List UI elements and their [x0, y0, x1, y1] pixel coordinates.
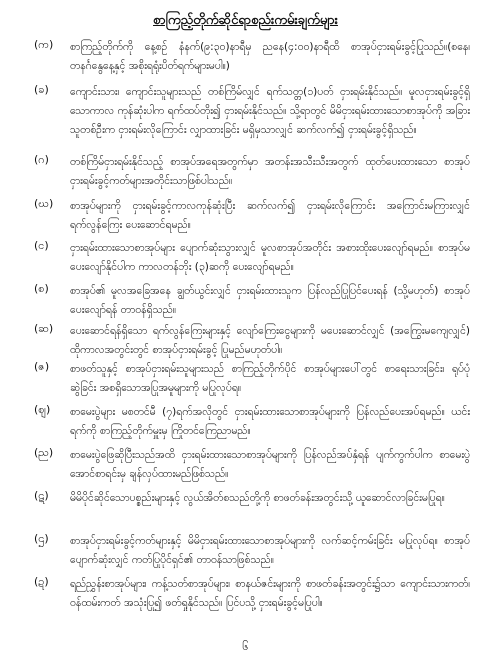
rule-number: (စ) [34, 282, 49, 295]
page-number: ၆ [242, 640, 249, 653]
rule-number: (ဍ) [34, 575, 49, 588]
rule-text: ပေးဆောင်ရန်ရှိသော ရက်လွန်ကြေးများနှင့် လျော်ကြေးငွေများကို မပေးဆောင်လျှင် (အကြွေးမကျေလျှင်) ထိုကာလအတွင်းတွင် စာအုပ်ငှားရမ်းခွင့် ပြုမည်မဟုတ်ပါ။ [70, 325, 470, 356]
rule-text: စာမေးပွဲများ မစတင်မီ (၇)ရက်အလိုတွင် ငှားရမ်းထားသောစာအုပ်များကို ပြန်လည်ပေးအပ်ရမည်။ ယင်းရက်ကို စာကြည့်တိုက်မှူးမှ ကြိုတင်ကြေညာမည်။ [70, 406, 470, 437]
rule-text: စာဖတ်သူနှင့် စာအုပ်ငှားရမ်းသူများသည် စာကြည့်တိုက်ပိုင် စာအုပ်များပေါ်တွင် စာရေးသားခြင်း၊ ရုပ်ပုံဆွဲခြင်း အစရှိသောအပြုအမူများကို မပြုလုပ်ရ။ [70, 363, 470, 394]
rule-number: (ဇ) [34, 360, 50, 373]
rule-text: ငှားရမ်းထားသောစာအုပ်များ ပျောက်ဆုံးသွားလျှင် မူလစာအုပ်အတိုင်း အစားထိုးပေးလျော်ရမည်။ စာအုပ်မပေးလျော်နိုင်ပါက ကာလတန်ဘိုး (၃)ဆကို ပေးလျော်ရမည်။ [70, 242, 470, 273]
rule-number: (ဋ) [34, 489, 49, 502]
rule-text: မိမိပိုင်ဆိုင်သောပစ္စည်းများနှင့် လွယ်အိတ်စသည်တို့ကို စာဖတ်ခန်းအတွင်းသို့ ယူဆောင်လာခြင်းမပြုရ။ [70, 492, 445, 504]
rule-text: တစ်ကြိမ်ငှားရမ်းနိုင်သည့် စာအုပ်အရေအတွက်မှာ အတန်းအသီးသီးအတွက် ထုတ်ပေးထားသော စာအုပ်ငှားရမ်းခွင့်ကတ်များအတိုင်းသာဖြစ်ပါသည်။ [70, 156, 470, 187]
rule-number: (ဈ) [34, 403, 51, 416]
rule-text: စာမေးပွဲဖြေဆိုပြီးသည်အထိ ငှားရမ်းထားသောစာအုပ်များကို ပြန်လည်အပ်နှံရန် ပျက်ကွက်ပါက စာမေးပွဲအောင်စာရင်းမှ ချန်လှပ်ထားမည်ဖြစ်သည်။ [70, 449, 470, 480]
rule-number: (ဆ) [34, 322, 54, 335]
rule-number: (ဂ) [34, 153, 49, 166]
rule-text: စာအုပ်များကို ငှားရမ်းခွင့်ကာလကုန်ဆုံးပြီး ဆက်လက်၍ ငှားရမ်းလိုကြောင်း အကြောင်းမကြားလျှင် ရက်လွန်ကြေး ပေးဆောင်ရမည်။ [70, 200, 470, 231]
rule-text: စာအုပ်၏ မူလအခြေအနေ ချွတ်ယွင်းလျှင် ငှားရမ်းထားသူက ပြန်လည်ပြုပြင်ပေးရန် (သို့မဟုတ်) စာအုပ်ပေးလျော်ရန် တာဝန်ရှိသည်။ [70, 285, 470, 316]
rule-text: စာအုပ်ငှားရမ်းခွင့်ကတ်များနှင့် မိမိငှားရမ်းထားသောစာအုပ်များကို လက်ဆင့်ကမ်းခြင်း မပြုလုပ်ရ။ စာအုပ်ပျောက်ဆုံးလျှင် ကတ်ပြုပိုင်ရှင်၏ တာဝန်သာဖြစ်သည်။ [70, 535, 470, 566]
rule-number: (က) [34, 38, 54, 51]
page-title: စာကြည့်တိုက်ဆိုင်ရာစည်းကမ်းချက်များ [153, 13, 338, 28]
rule-number: (ဌ) [34, 532, 49, 545]
rule-number: (င) [34, 239, 49, 252]
rule-number: (ဃ) [34, 197, 54, 210]
rule-text: ရည်ညွှန်းစာအုပ်များ၊ ကန့်သတ်စာအုပ်များ၊ စာနယ်ဇင်းများကို စာဖတ်ခန်းအတွင်း၌သာ ကျောင်းသားကတ်၊ ဝန်ထမ်းကတ် အသုံးပြု၍ ဖတ်ရှုနိုင်သည်။ ပြင်ပသို့ ငှားရမ်းခွင့်မပြုပါ။ [70, 578, 470, 609]
rule-text: စာကြည့်တိုက်ကို နေ့စဉ် နံနက်(၉:၃၀)နာရီမှ ညနေ(၄:၀၀)နာရီထိ စာအုပ်ငှားရမ်းခွင့်ပြုသည်။(စနေ၊ တနင်္ဂနွေနေ့နှင့် အစိုးရရုံးပိတ်ရက်များမပါ။) [70, 41, 470, 72]
rule-text: ကျောင်းသား၊ ကျောင်းသူများသည် တစ်ကြိမ်လျှင် ရက်သတ္တ(၁)ပတ် ငှားရမ်းနိုင်သည်။ မူလငှားရမ်းခွင့်ရှိသောကာလ ကုန်ဆုံးပါက ရက်ထပ်တိုး၍ ငှားရမ်းနိုင်သည်။ သို့ရာတွင် မိမိငှားရမ်းထားသောစာအုပ်ကို အခြားသူတစ်ဦးက ငှားရမ်းလိုကြောင်း လျှာထားခြင်း မရှိမှသာလျှင် ဆက်လက်၍ ငှားရမ်းခွင့်ရှိသည်။ [70, 86, 470, 136]
rule-number: (ည) [34, 446, 54, 459]
rule-number: (ခ) [34, 83, 49, 96]
